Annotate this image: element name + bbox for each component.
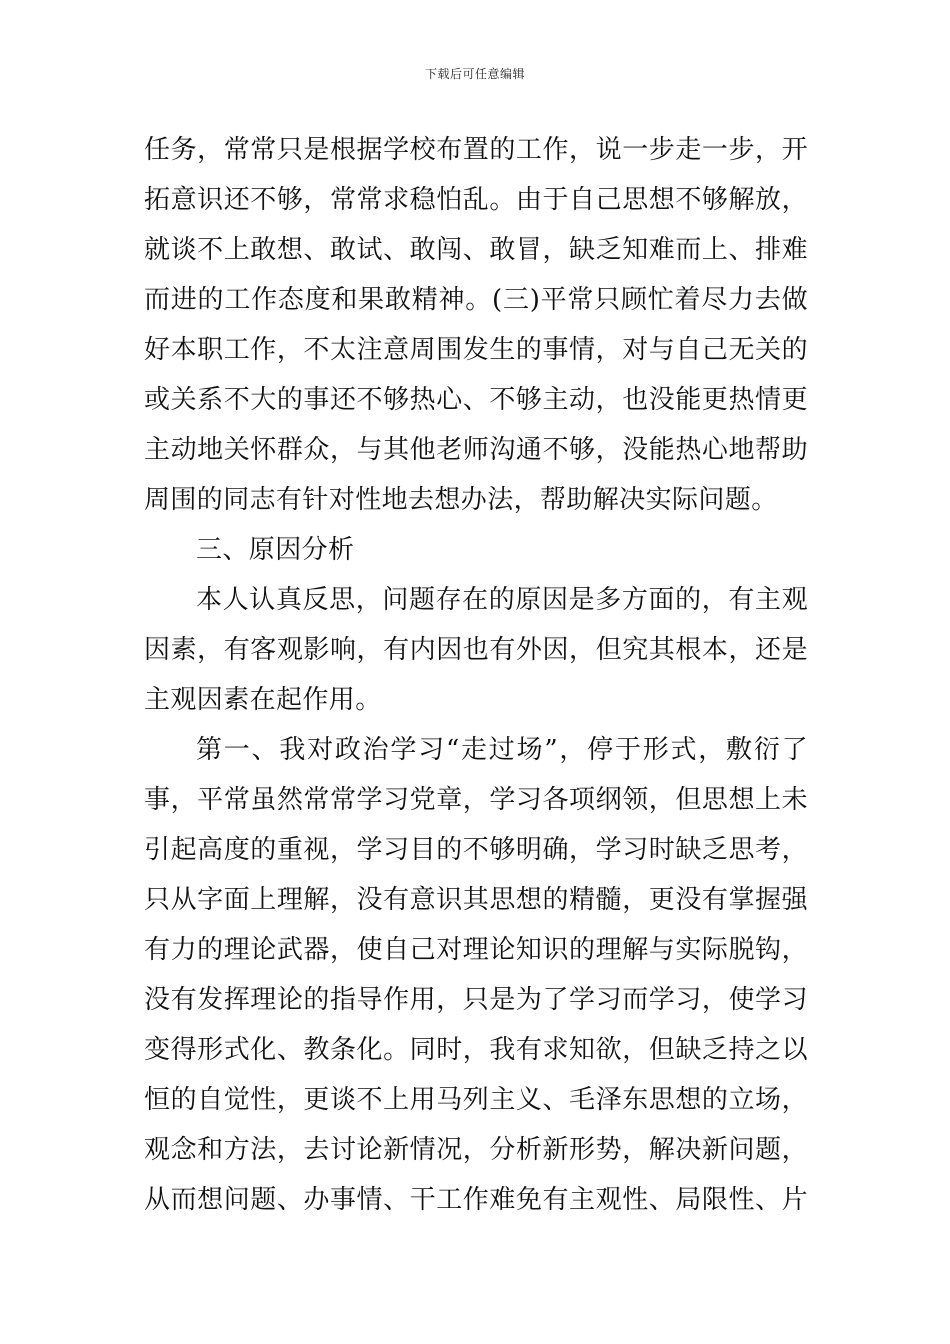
text-line: 恒的自觉性，更谈不上用马列主义、毛泽东思想的立场，: [144, 1085, 808, 1115]
text-line: 或关系不大的事还不够热心、不够主动，也没能更热情更: [144, 385, 808, 415]
text-line: 任务，常常只是根据学校布置的工作，说一步走一步，开: [144, 135, 808, 165]
text-line: 本人认真反思，问题存在的原因是多方面的，有主观: [196, 585, 808, 615]
text-line: 好本职工作，不太注意周围发生的事情，对与自己无关的: [144, 335, 808, 365]
text-line: 事，平常虽然常常学习党章，学习各项纲领，但思想上未: [144, 785, 808, 815]
body-text: [144, 125, 808, 1225]
text-line: 引起高度的重视，学习目的不够明确，学习时缺乏思考，: [144, 835, 808, 865]
text-line: 第一、我对政治学习“走过场”，停于形式，敷衍了: [196, 735, 808, 765]
text-line: 主动地关怀群众，与其他老师沟通不够，没能热心地帮助: [144, 435, 808, 465]
text-line: 周围的同志有针对性地去想办法，帮助解决实际问题。: [144, 485, 778, 515]
text-line: 拓意识还不够，常常求稳怕乱。由于自己思想不够解放，: [144, 185, 808, 215]
text-line: 观念和方法，去讨论新情况，分析新形势，解决新问题，: [144, 1135, 808, 1165]
text-line: 变得形式化、教条化。同时，我有求知欲，但缺乏持之以: [144, 1035, 808, 1065]
section-heading: 三、原因分析: [196, 535, 355, 565]
text-line: 有力的理论武器，使自己对理论知识的理解与实际脱钩，: [144, 935, 808, 965]
text-line: 只从字面上理解，没有意识其思想的精髓，更没有掌握强: [144, 885, 808, 915]
text-line: 因素，有客观影响，有内因也有外因，但究其根本，还是: [144, 635, 808, 665]
text-line: 从而想问题、办事情、干工作难免有主观性、局限性、片: [144, 1185, 808, 1215]
text-line: 而进的工作态度和果敢精神。(三)平常只顾忙着尽力去做: [144, 285, 808, 315]
text-line: 就谈不上敢想、敢试、敢闯、敢冒，缺乏知难而上、排难: [144, 235, 808, 265]
text-line: 主观因素在起作用。: [144, 685, 382, 715]
text-line: 没有发挥理论的指导作用，只是为了学习而学习，使学习: [144, 985, 808, 1015]
page-header: 下载后可任意编辑: [424, 67, 525, 81]
